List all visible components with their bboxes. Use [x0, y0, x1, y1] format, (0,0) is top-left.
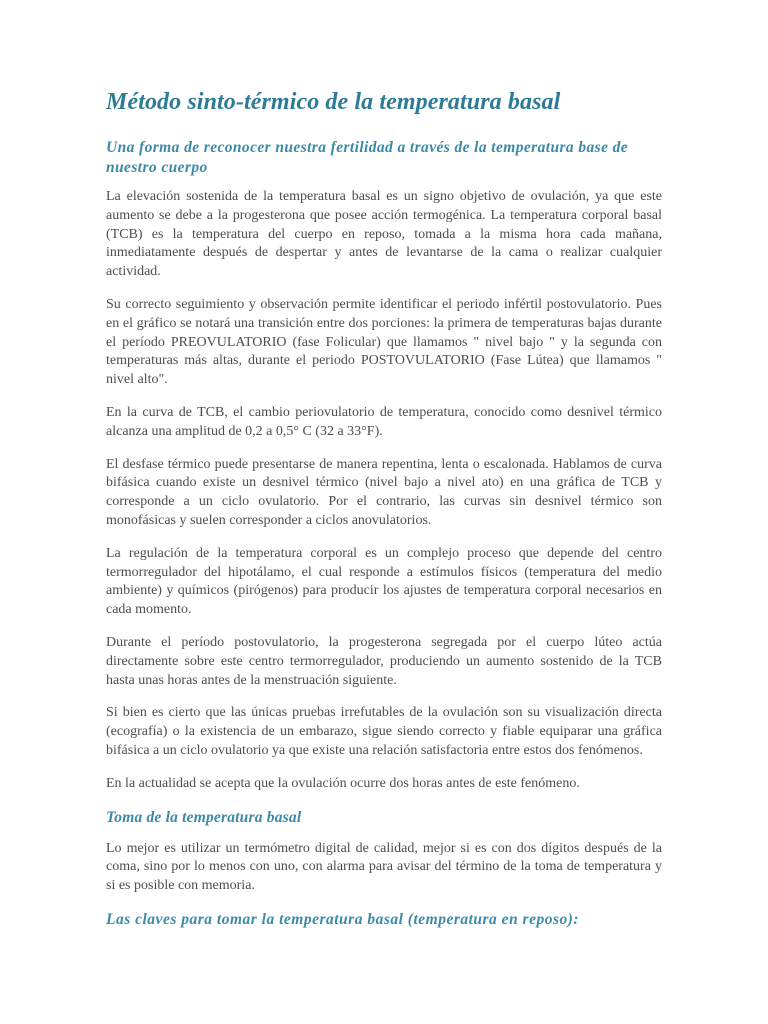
paragraph-1: La elevación sostenida de la temperatura basal es un signo objetivo de ovulación, ya que este aumento se debe a la progesterona que posee acción termogénica. La temperatura corporal basal (TCB) es la temperatura del cuerpo en reposo, tomada a la misma hora cada mañana, inmediatamente después de despertar y antes de levantarse de la cama o realizar cualquier actividad. — [106, 189, 662, 280]
document-title: Método sinto-térmico de la temperatura basal — [106, 89, 561, 115]
paragraph-4: El desfase térmico puede presentarse de manera repentina, lenta o escalonada. Hablamos de curva bifásica cuando existe un desnivel térmico (nivel bajo a nivel ato) en una gráfica de TCB y corresponde a un ciclo ovulatorio. Por el contrario, las curvas sin desnivel térmico son monofásicas y suelen corresponder a ciclos anovulatorios. — [106, 456, 662, 528]
paragraph-7: Si bien es cierto que las únicas pruebas irrefutables de la ovulación son su visualización directa (ecografía) o la existencia de un embarazo, sigue siendo correcto y fiable equiparar una gráfica bifásica a un ciclo ovulatorio ya que existe una relación satisfactoria entre estos dos fenómenos. — [106, 705, 662, 758]
paragraph-6: Durante el período postovulatorio, la progesterona segregada por el cuerpo lúteo actúa directamente sobre este centro termorregulador, produciendo un aumento sostenido de la TCB hasta unas horas antes de la menstruación siguiente. — [106, 634, 662, 688]
document-subtitle: Una forma de reconocer nuestra fertilidad a través de la temperatura base de nuestro cuerpo — [106, 139, 629, 176]
paragraph-2: Su correcto seguimiento y observación permite identificar el periodo infértil postovulatorio. Pues en el gráfico se notará una transición entre dos porciones: la primera de temperaturas bajas durante el período PREOVULATORIO (fase Folicular) que llamamos " nivel bajo " y la segunda con temperaturas más altas, durante el periodo POSTOVULATORIO (Fase Lútea) que llamamos " nivel alto". — [106, 296, 662, 388]
paragraph-3: En la curva de TCB, el cambio periovulatorio de temperatura, conocido como desnivel térmico alcanza una amplitud de 0,2 a 0,5° C (32 a 33°F). — [106, 404, 662, 439]
section-heading-toma: Toma de la temperatura basal — [106, 808, 302, 826]
paragraph-5: La regulación de la temperatura corporal es un complejo proceso que depende del centro termorregulador del hipotálamo, el cual responde a estímulos físicos (temperatura del medio ambiente) y químicos (pirógenos) para producir los ajustes de temperatura corporal necesarios en cada momento. — [106, 545, 662, 618]
paragraph-8: En la actualidad se acepta que la ovulación ocurre dos horas antes de este fenómeno. — [106, 775, 580, 791]
section-paragraph-toma: Lo mejor es utilizar un termómetro digital de calidad, mejor si es con dos dígitos después de la coma, sino por lo menos con uno, con alarma para avisar del término de la toma de temperatura y si es posible con memoria. — [106, 840, 662, 894]
section-heading-claves: Las claves para tomar la temperatura basal (temperatura en reposo): — [106, 910, 580, 928]
